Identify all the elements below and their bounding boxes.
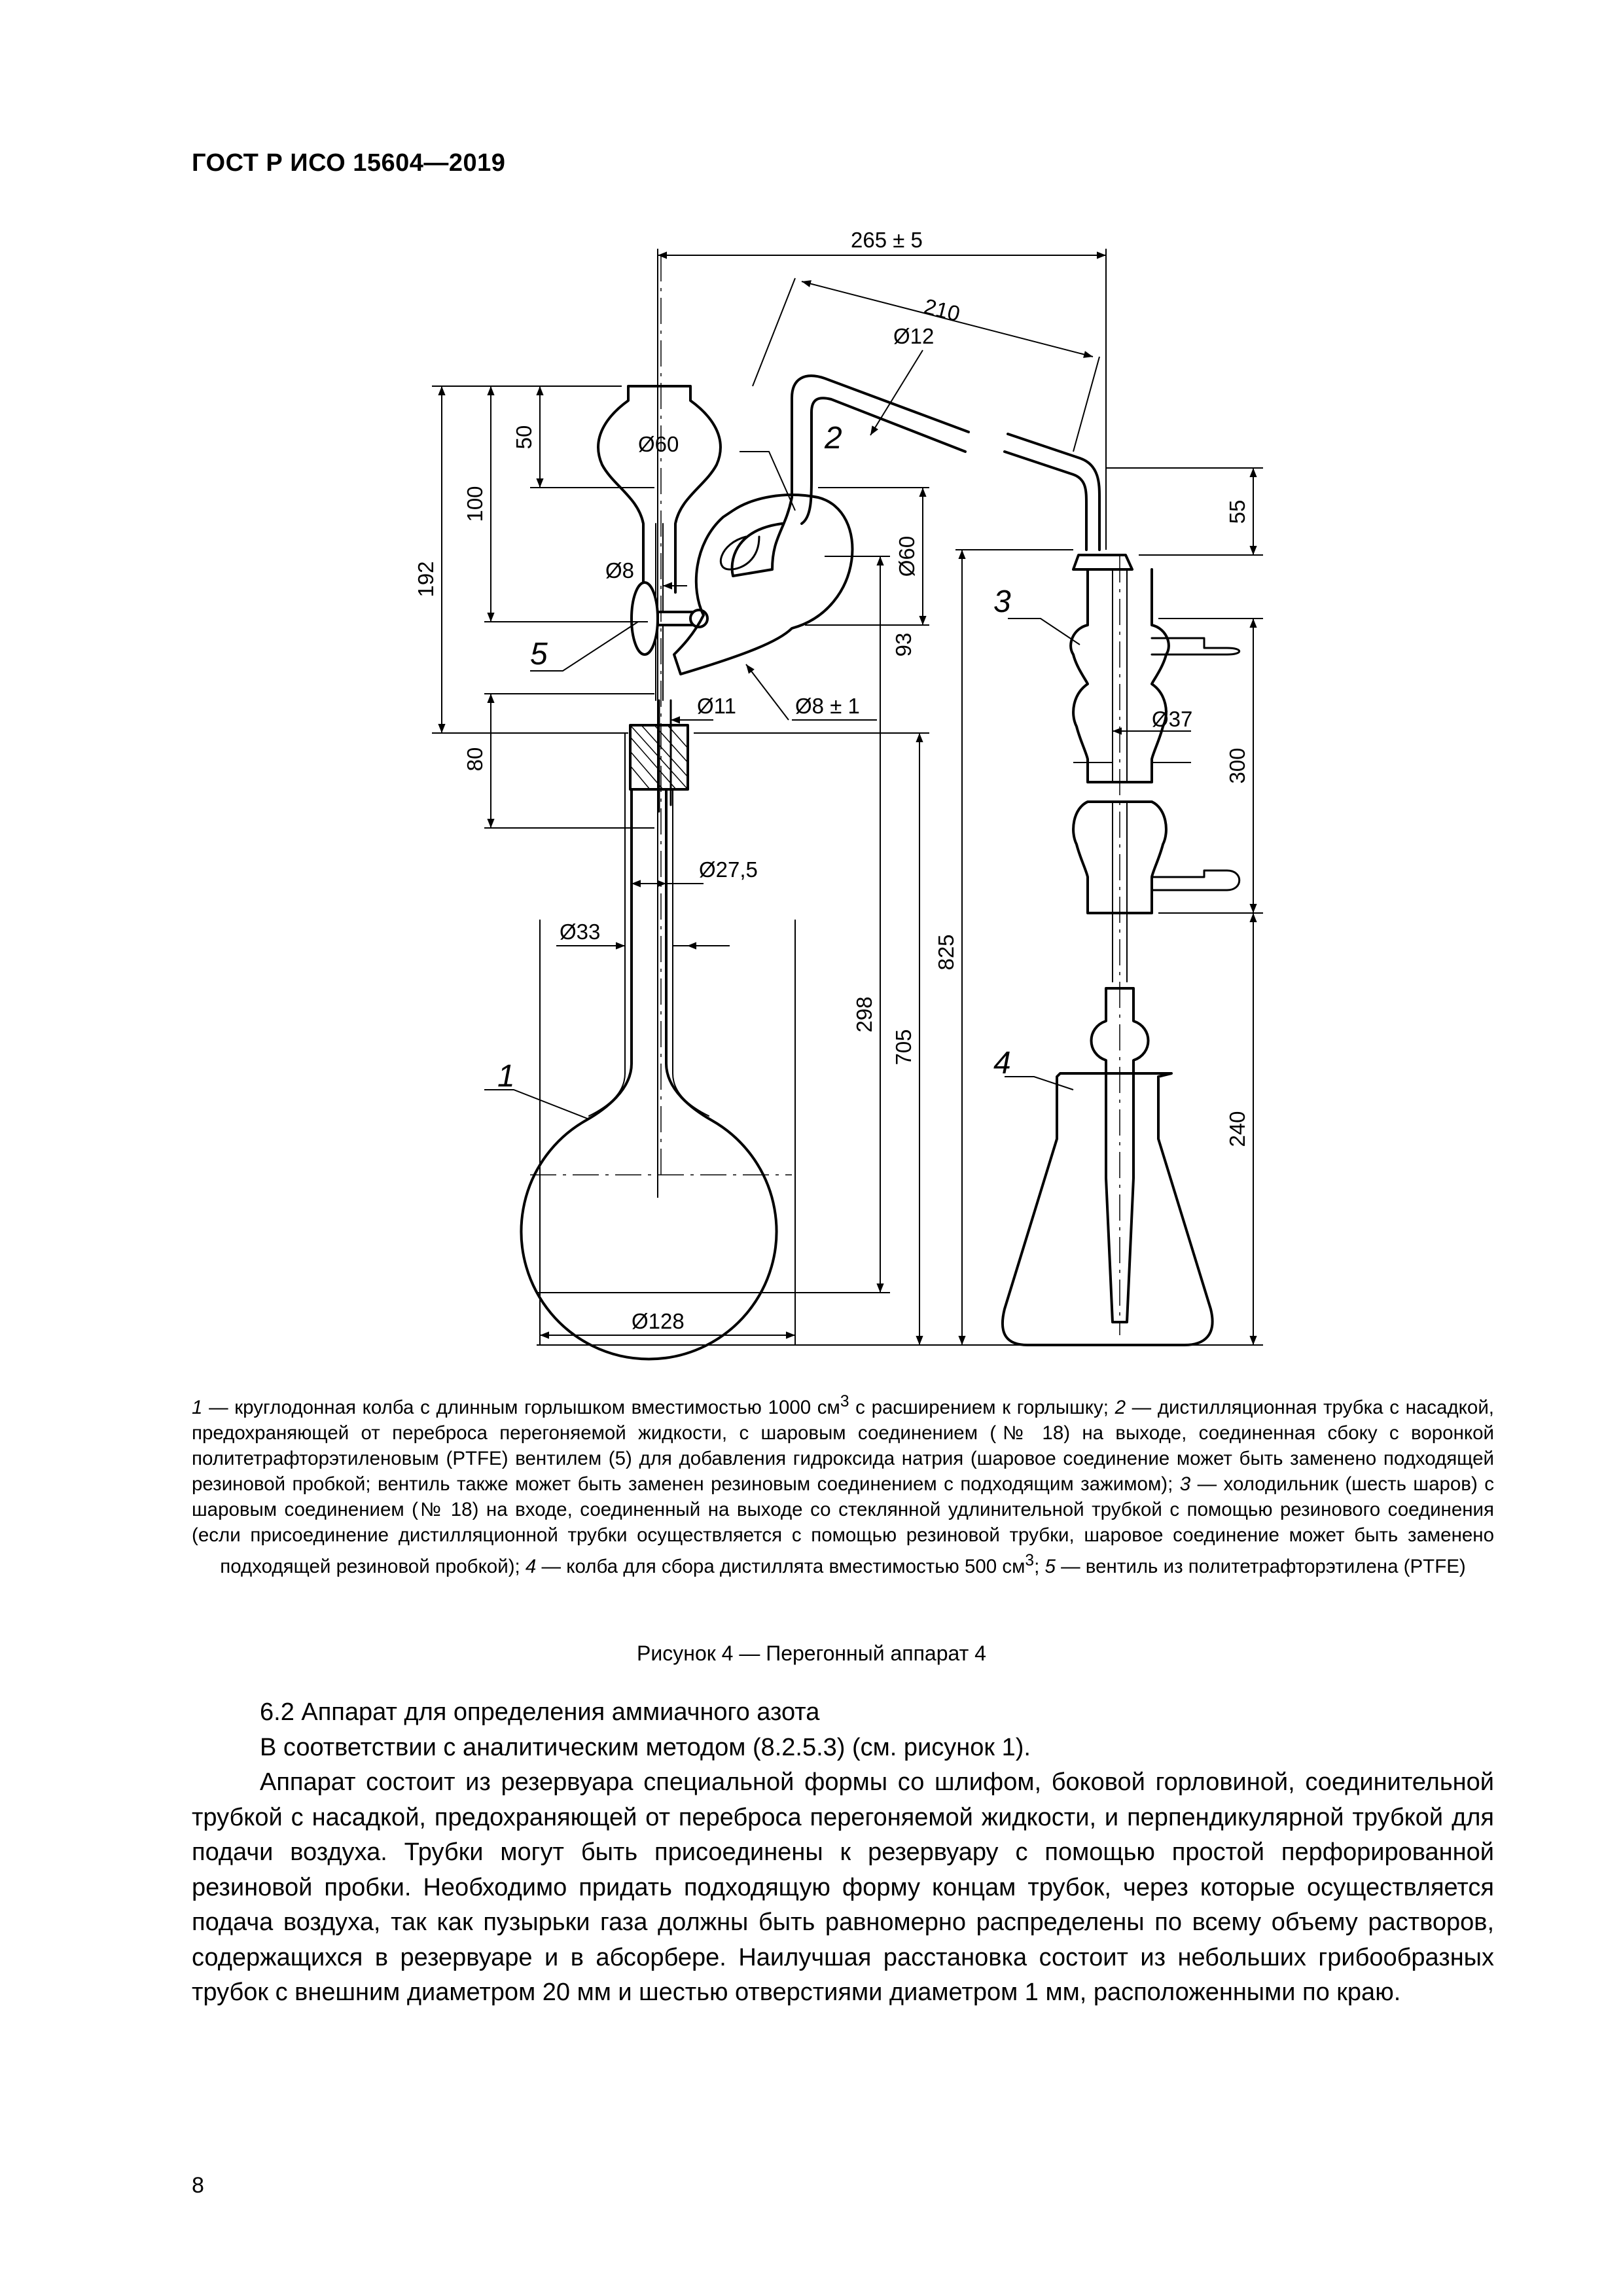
label-2: 2 <box>825 421 842 456</box>
legend-text-3: — холодильник (шесть шаров) с шаровым соединением (№ 18) на входе, соединенный на выходе со стеклянной удлинительной трубкой с помощью резинового соединения (если присоединение дистилляционной трубки осуществляется с помощью резиновой трубки, шаровое соединение может быть заменено подходящей резиновой пробкой); <box>192 1473 1494 1577</box>
dim-298: 298 <box>852 996 876 1033</box>
legend-num-5: 5 <box>1044 1555 1056 1577</box>
dim-210: 210 <box>921 293 963 327</box>
legend-text-1: — круглодонная колба с длинным горлышком вместимостью 1000 см <box>202 1396 840 1418</box>
dim-240: 240 <box>1225 1111 1249 1147</box>
dim-825: 825 <box>934 934 958 971</box>
dim-12: Ø12 <box>893 324 935 348</box>
distillation-tube-2 <box>674 495 852 674</box>
legend-num-1: 1 <box>192 1396 203 1418</box>
legend-text-2: — дистилляционная трубка с насадкой, предохраняющей от переброса перегоняемой жидкости, с шаровым соединением (№ 18) на выходе, соединенная сбоку с воронкой политетрафторэтиленовым (PTFE) вентилем (5) для добавления гидроксида натрия (шаровое соединение может быть заменено подходящей резиновой пробкой; вентиль также может быть заменен резиновым соединением с подходящим зажимом); <box>192 1396 1494 1495</box>
dim-192: 192 <box>414 561 438 598</box>
dim-265: 265 ± 5 <box>851 228 923 252</box>
label-5: 5 <box>530 637 548 672</box>
dim-8-pm-1: Ø8 ± 1 <box>795 694 860 718</box>
figure-title: Рисунок 4 — Перегонный аппарат 4 <box>637 1641 986 1665</box>
dim-8: Ø8 <box>605 558 635 583</box>
legend-text-5: — вентиль из политетрафторэтилена (PTFE) <box>1055 1555 1466 1577</box>
dim-93: 93 <box>891 632 916 657</box>
dim-128: Ø128 <box>632 1309 685 1333</box>
dim-50: 50 <box>512 425 536 450</box>
dim-37: Ø37 <box>1152 707 1193 731</box>
dim-33: Ø33 <box>560 920 601 944</box>
legend-text-4: — колба для сбора дистиллята вместимостью 500 см <box>536 1555 1026 1577</box>
legend-text-1b: с расширением к горлышку; <box>849 1396 1115 1418</box>
legend-sup-4: 3 <box>1025 1551 1035 1570</box>
dim-27-5: Ø27,5 <box>699 857 758 882</box>
legend-num-2: 2 <box>1115 1396 1126 1418</box>
paragraph-description: Аппарат состоит из резервуара специальной формы со шлифом, боковой горловиной, соединительной трубкой с насадкой, предохраняющей от переброса перегоняемой жидкости, и перпендикулярной трубкой для подачи воздуха. Трубки могут быть присоединены к резервуару с помощью простой перфорированной резиновой пробки. Необходимо придать подходящую форму концам трубок, через которые осуществляется подача воздуха, так как пузырьки газа должны быть равномерно распределены по всему объему растворов, содержащихся в резервуаре и в абсорбере. Наилучшая расстановка состоит из небольших грибообразных трубок с внешним диаметром 20 мм и шестью отверстиями диаметром 1 мм, расположенными по краю. <box>192 1768 1494 2006</box>
paragraph-reference: В соответствии с аналитическим методом (8.2.5.3) (см. рисунок 1). <box>260 1733 1031 1761</box>
section-heading: 6.2 Аппарат для определения аммиачного азота <box>260 1698 820 1726</box>
section-body <box>192 1695 1494 2011</box>
dim-60-funnel: Ø60 <box>638 432 679 456</box>
condenser-inlet-tube <box>1005 434 1099 550</box>
legend-num-4: 4 <box>525 1555 537 1577</box>
label-3: 3 <box>993 584 1011 619</box>
figure-legend <box>192 1389 1494 1579</box>
dim-11: Ø11 <box>697 694 736 718</box>
dim-300: 300 <box>1225 747 1249 784</box>
dim-100: 100 <box>463 486 487 522</box>
dim-80: 80 <box>463 747 487 772</box>
page-number: 8 <box>192 2173 204 2198</box>
flask-1-body <box>522 733 777 1359</box>
dim-705: 705 <box>891 1029 916 1066</box>
dim-55: 55 <box>1225 499 1249 524</box>
document-header: ГОСТ Р ИСО 15604—2019 <box>192 149 506 177</box>
valve-5-handle <box>632 583 658 655</box>
legend-sup-1: 3 <box>840 1393 849 1410</box>
label-1: 1 <box>497 1059 515 1094</box>
dim-60-bulb: Ø60 <box>895 535 919 577</box>
legend-text-4b: ; <box>1034 1555 1045 1577</box>
label-4: 4 <box>993 1046 1011 1081</box>
legend-num-3: 3 <box>1179 1473 1191 1495</box>
